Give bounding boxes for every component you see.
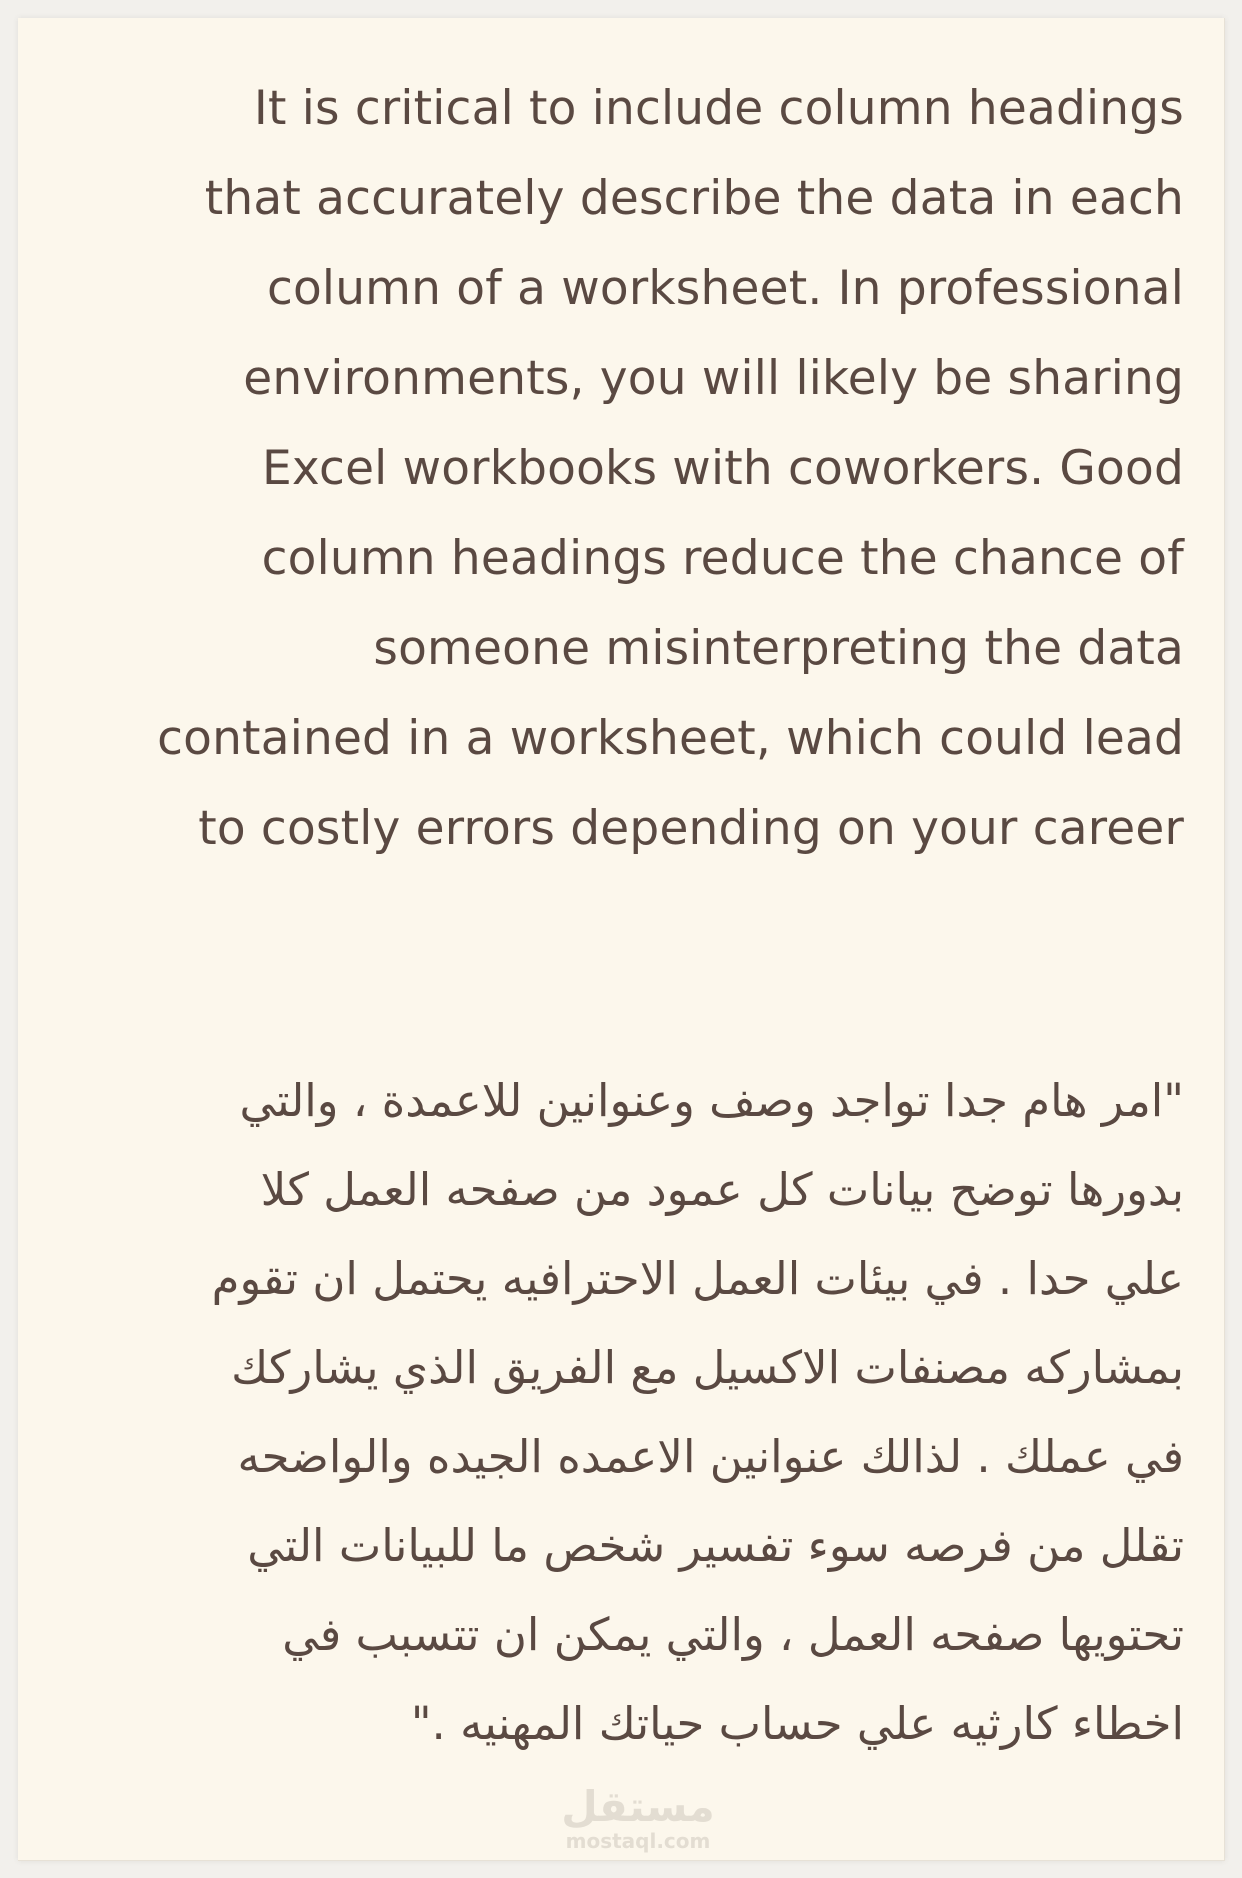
document-card	[18, 18, 1225, 1861]
mostaql-watermark	[548, 1784, 728, 1852]
english-line: column of a worksheet. In professional	[266, 261, 1184, 316]
arabic-line: "امر هام جدا تواجد وصف وعنوانين للاعمدة ، والتي	[239, 1074, 1184, 1127]
english-line: that accurately describe the data in each	[204, 171, 1184, 226]
arabic-line: بدورها توضح بيانات كل عمود من صفحه العمل كلا	[260, 1163, 1184, 1216]
english-line: It is critical to include column headings	[253, 81, 1184, 136]
english-line: environments, you will likely be sharing	[243, 351, 1184, 406]
english-line: someone misinterpreting the data	[373, 621, 1184, 676]
english-line: Excel workbooks with coworkers. Good	[261, 441, 1184, 496]
arabic-paragraph	[78, 1056, 1184, 1768]
arabic-line: تحتويها صفحه العمل ، والتي يمكن ان تتسبب في	[282, 1608, 1184, 1661]
arabic-line: تقلل من فرصه سوء تفسير شخص ما للبيانات التي	[247, 1519, 1184, 1572]
english-line: contained in a worksheet, which could lead	[157, 711, 1184, 766]
arabic-line: اخطاء كارثيه علي حساب حياتك المهنيه ."	[410, 1697, 1184, 1750]
english-line: column headings reduce the chance of	[261, 531, 1184, 586]
english-paragraph	[78, 64, 1184, 874]
arabic-line: بمشاركه مصنفات الاكسيل مع الفريق الذي يشاركك	[231, 1341, 1184, 1394]
arabic-line: علي حدا . في بيئات العمل الاحترافيه يحتمل ان تقوم	[211, 1252, 1184, 1305]
english-line: to costly errors depending on your career	[198, 801, 1184, 856]
arabic-line: في عملك . لذالك عنوانين الاعمده الجيده والواضحه	[237, 1430, 1184, 1483]
watermark-site: mostaql.com	[565, 1829, 711, 1853]
watermark-logo: مستقل	[561, 1782, 715, 1831]
